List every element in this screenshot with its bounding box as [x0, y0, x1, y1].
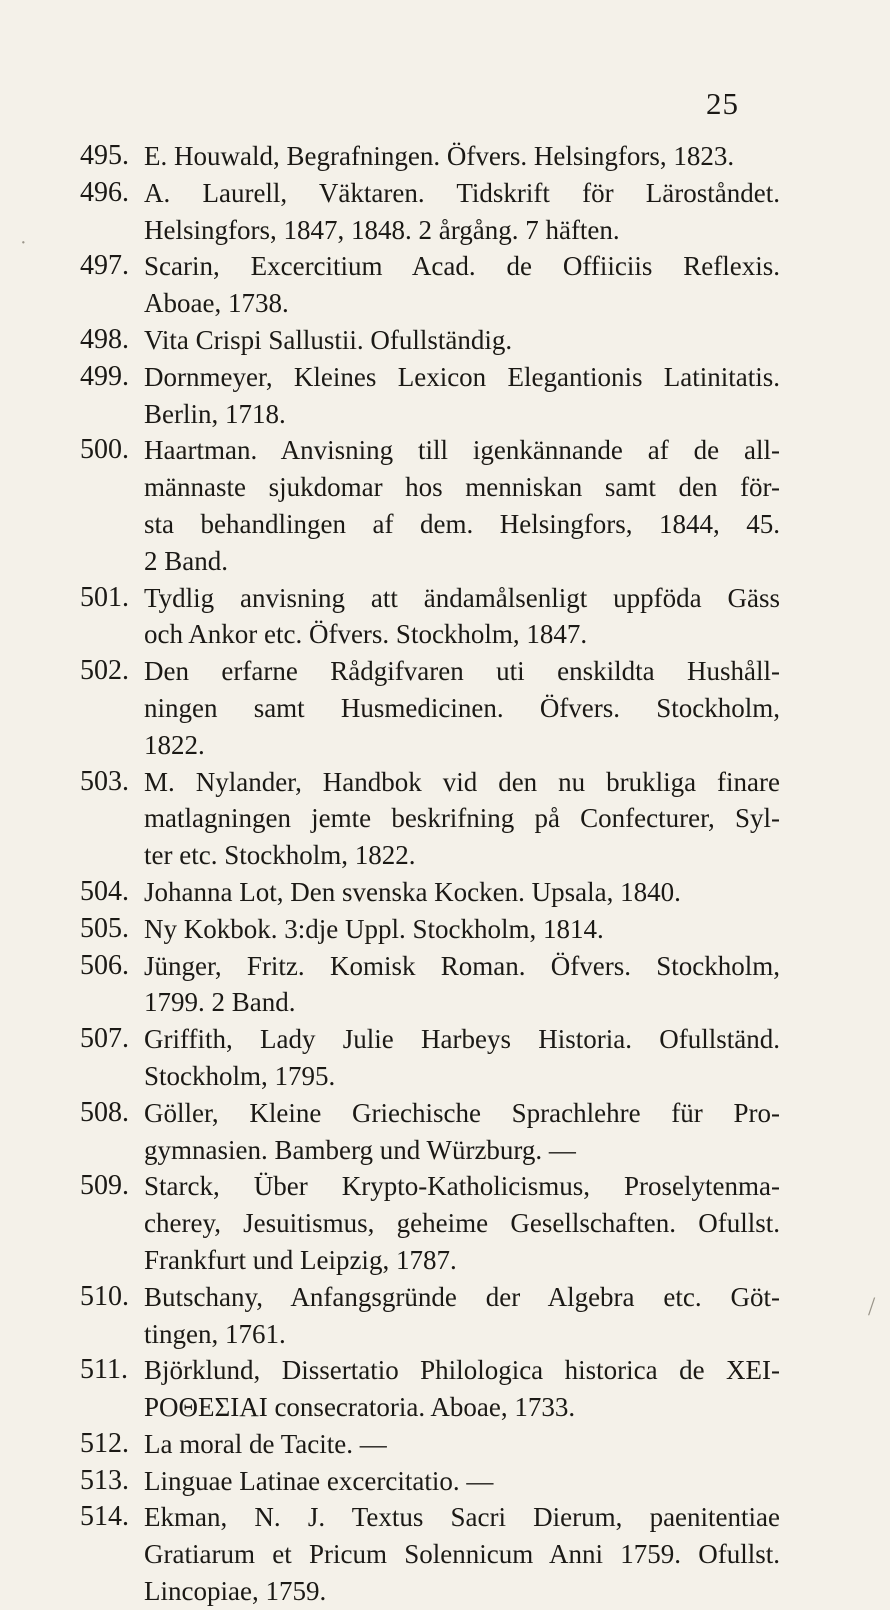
- entry-line: Gratiarum et Pricum Solennicum Anni 1759. Ofullst.: [144, 1539, 780, 1570]
- entry-number: 503.: [80, 765, 129, 797]
- entry-number: 509.: [80, 1170, 129, 1202]
- entry-text: [144, 359, 780, 433]
- entry-line: Ekman, N. J. Textus Sacri Dierum, paenitentiae: [144, 1502, 780, 1533]
- pencil-mark: /: [868, 1292, 876, 1321]
- entry-text: [144, 580, 780, 654]
- entry-line: Berlin, 1718.: [144, 398, 286, 429]
- entry-number: 508.: [80, 1096, 129, 1128]
- entry-text: [144, 1168, 780, 1278]
- entry-line: Aboae, 1738.: [144, 288, 289, 319]
- entry-line: A. Laurell, Väktaren. Tidskrift för Läroståndet.: [144, 177, 780, 208]
- entry-line: Björklund, Dissertatio Philologica historica de ΧΕΙ-: [144, 1355, 780, 1386]
- entry-number: 496.: [80, 176, 129, 208]
- entry-line: Butschany, Anfangsgründe der Algebra etc. Göt-: [144, 1281, 780, 1312]
- catalog-entry: [80, 1021, 780, 1095]
- entry-line: Linguae Latinae excercitatio. —: [144, 1465, 494, 1496]
- entry-text: [144, 948, 780, 1022]
- entry-number: 501.: [80, 581, 129, 613]
- entry-number: 504.: [80, 875, 129, 907]
- entry-line: Johanna Lot, Den svenska Kocken. Upsala, 1840.: [144, 876, 681, 907]
- entry-line: ningen samt Husmedicinen. Öfvers. Stockholm,: [144, 692, 780, 723]
- entry-line: Göller, Kleine Griechische Sprachlehre für Pro-: [144, 1097, 780, 1128]
- page-number: 25: [706, 86, 739, 121]
- entry-line: Scarin, Excercitium Acad. de Offiiciis Reflexis.: [144, 251, 780, 282]
- entry-text: [144, 1463, 780, 1500]
- entry-line: Griffith, Lady Julie Harbeys Historia. Ofullständ.: [144, 1024, 780, 1055]
- entry-text: [144, 1426, 780, 1463]
- entry-text: [144, 653, 780, 763]
- entry-line: Tydlig anvisning att ändamålsenligt uppföda Gäss: [144, 582, 780, 613]
- entry-line: E. Houwald, Begrafningen. Öfvers. Helsingfors, 1823.: [144, 141, 735, 171]
- entry-line: ter etc. Stockholm, 1822.: [144, 840, 416, 871]
- entry-text: [144, 175, 780, 249]
- entry-text: [144, 1095, 780, 1169]
- entry-number: 500.: [80, 434, 129, 466]
- entry-line: Den erfarne Rådgifvaren uti enskildta Hushåll-: [144, 656, 780, 687]
- entry-line: 1799. 2 Band.: [144, 987, 296, 1018]
- entry-line: M. Nylander, Handbok vid den nu brukliga finare: [144, 766, 780, 797]
- entry-number: 506.: [80, 949, 129, 981]
- entry-line: Haartman. Anvisning till igenkännande af de all-: [144, 435, 780, 466]
- entry-line: Dornmeyer, Kleines Lexicon Elegantionis Latinitatis.: [144, 361, 780, 392]
- entry-number: 502.: [80, 655, 129, 687]
- catalog-entry: [80, 175, 780, 249]
- entry-line: sta behandlingen af dem. Helsingfors, 1844, 45.: [144, 508, 780, 539]
- catalog-entry-list: [80, 138, 780, 1610]
- entry-line: Lincopiae, 1759.: [144, 1576, 327, 1607]
- entry-text: [144, 911, 780, 948]
- entry-line: Helsingfors, 1847, 1848. 2 årgång. 7 häften.: [144, 214, 620, 245]
- entry-number: 505.: [80, 912, 129, 944]
- entry-line: Starck, Über Krypto-Katholicismus, Proselytenma-: [144, 1171, 780, 1202]
- entry-line: Vita Crispi Sallustii. Ofullständig.: [144, 324, 513, 355]
- entry-text: [144, 1279, 780, 1353]
- catalog-entry: [80, 322, 780, 359]
- catalog-entry: [80, 874, 780, 911]
- catalog-entry: [80, 948, 780, 1022]
- entry-text: [144, 1021, 780, 1095]
- entry-number: 499.: [80, 360, 129, 392]
- entry-number: 498.: [80, 323, 129, 355]
- entry-text: [144, 248, 780, 322]
- entry-text: [144, 138, 780, 175]
- entry-line: 1822.: [144, 729, 205, 760]
- catalog-entry: [80, 764, 780, 874]
- entry-number: 512.: [80, 1427, 129, 1459]
- catalog-entry: [80, 248, 780, 322]
- entry-line: La moral de Tacite. —: [144, 1428, 387, 1459]
- entry-text: [144, 432, 780, 579]
- catalog-entry: [80, 911, 780, 948]
- catalog-entry: [80, 1279, 780, 1353]
- catalog-entry: [80, 138, 780, 175]
- entry-line: gymnasien. Bamberg und Würzburg. —: [144, 1134, 576, 1165]
- catalog-entry: [80, 1499, 780, 1609]
- entry-line: Frankfurt und Leipzig, 1787.: [144, 1244, 457, 1275]
- catalog-entry: [80, 1168, 780, 1278]
- entry-line: Stockholm, 1795.: [144, 1060, 336, 1091]
- catalog-entry: [80, 359, 780, 433]
- entry-text: [144, 322, 780, 359]
- catalog-entry: [80, 580, 780, 654]
- catalog-entry: [80, 432, 780, 579]
- catalog-entry: [80, 1463, 780, 1500]
- entry-number: 495.: [80, 140, 129, 171]
- catalog-entry: [80, 1352, 780, 1426]
- entry-line: Ny Kokbok. 3:dje Uppl. Stockholm, 1814.: [144, 913, 604, 944]
- entry-line: ΡΟΘΕΣΙΑΙ consecratoria. Aboae, 1733.: [144, 1392, 576, 1423]
- entry-text: [144, 1352, 780, 1426]
- entry-line: Jünger, Fritz. Komisk Roman. Öfvers. Stockholm,: [144, 950, 780, 981]
- catalog-entry: [80, 653, 780, 763]
- entry-line: tingen, 1761.: [144, 1318, 286, 1349]
- catalog-entry: [80, 1426, 780, 1463]
- entry-number: 510.: [80, 1280, 129, 1312]
- entry-line: matlagningen jemte beskrifning på Confecturer, Syl-: [144, 803, 780, 834]
- entry-line: 2 Band.: [144, 545, 228, 576]
- entry-line: och Ankor etc. Öfvers. Stockholm, 1847.: [144, 619, 588, 650]
- entry-number: 513.: [80, 1464, 129, 1496]
- catalog-entry: [80, 1095, 780, 1169]
- entry-number: 511.: [80, 1354, 128, 1386]
- scan-speck: ·: [20, 232, 27, 254]
- entry-number: 514.: [80, 1501, 129, 1533]
- entry-line: cherey, Jesuitismus, geheime Gesellschaften. Ofullst.: [144, 1208, 780, 1239]
- entry-text: [144, 764, 780, 874]
- entry-text: [144, 1499, 780, 1609]
- entry-line: männaste sjukdomar hos menniskan samt den för-: [144, 472, 780, 503]
- entry-number: 497.: [80, 250, 129, 282]
- entry-number: 507.: [80, 1023, 129, 1055]
- entry-text: [144, 874, 780, 911]
